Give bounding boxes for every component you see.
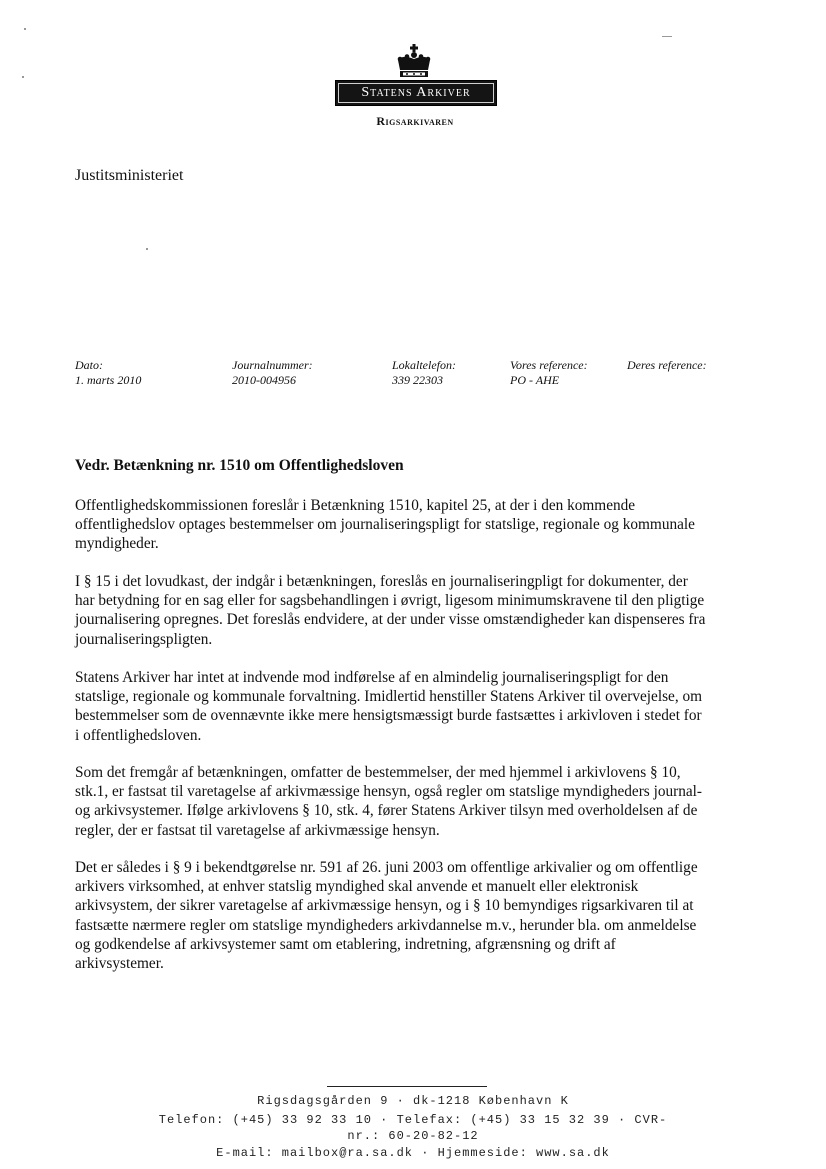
footer-contact: E-mail: mailbox@ra.sa.dk · Hjemmeside: www.sa.dk: [216, 1146, 610, 1160]
paragraph-line: Som det fremgår af betænkningen, omfatter de bestemmelser, der med hjemmel i arkivlovens § 10,: [75, 764, 681, 781]
phone-label: Lokaltelefon:: [392, 358, 456, 372]
paragraph-2: [75, 572, 775, 649]
your-ref-label: Deres reference:: [627, 358, 707, 372]
journal-label: Journalnummer:: [232, 358, 313, 372]
paragraph-5: [75, 858, 775, 973]
paragraph-line: Statens Arkiver har intet at indvende mod indførelse af en almindelig journaliseringspligt for den: [75, 669, 669, 686]
journal-value: 2010-004956: [232, 373, 296, 387]
footer-divider: [327, 1086, 487, 1087]
phone-value: 339 22303: [392, 373, 443, 387]
logo-box: [335, 80, 497, 106]
footer-cvr: nr.: 60-20-82-12: [347, 1129, 479, 1143]
paragraph-line: statslige, regionale og kommunale forvaltning. Imidlertid henstiller Statens Arkiver til overvejelse, om: [75, 688, 703, 706]
paragraph-line: Offentlighedskommissionen foreslår i Betænkning 1510, kapitel 25, at der i den kommende: [75, 497, 636, 514]
paragraph-line: stk.1, er fastsat til varetagelse af arkivmæssige hensyn, også regler om statslige myndigheders journal-: [75, 783, 703, 801]
crown-icon: [395, 44, 433, 80]
org-name: Statens Arkiver: [361, 85, 471, 100]
recipient: Justitsministeriet: [75, 167, 184, 184]
date-label: Dato:: [75, 358, 103, 372]
paragraph-1: [75, 496, 775, 554]
paragraph-line: og arkivsystemer. Ifølge arkivlovens § 10, stk. 4, fører Statens Arkiver tilsyn med overholdelsen af de: [75, 802, 698, 820]
meta-our-ref: [510, 358, 588, 388]
paragraph-line: i offentlighedsloven.: [75, 726, 202, 744]
paragraph-line: myndigheder.: [75, 535, 159, 553]
meta-journal: [232, 358, 313, 388]
scan-mark: [662, 36, 672, 37]
paragraph-3: [75, 668, 775, 745]
paragraph-line: journalisering opregnes. Det foreslås endvidere, at der under visse omstændigheder kan dispenseres fra: [75, 611, 706, 629]
footer-address: Rigsdagsgården 9 · dk-1218 København K: [257, 1094, 569, 1108]
scan-speck: [24, 28, 26, 30]
paragraph-line: arkivsystem, der sikrer varetagelse af arkivmæssige hensyn, og i § 10 bemyndiges rigsarkivaren til at: [75, 897, 694, 915]
paragraph-line: og godkendelse af arkivsystemer samt om etablering, indretning, afgrænsning og drift af: [75, 935, 616, 953]
meta-phone: [392, 358, 456, 388]
footer-phone: Telefon: (+45) 33 92 33 10 · Telefax: (+45) 33 15 32 39 · CVR-: [158, 1113, 668, 1127]
paragraph-line: journaliseringspligten.: [75, 630, 213, 648]
paragraph-line: offentlighedslov optages bestemmelser om journaliseringspligt for statslige, regionale og kommunale: [75, 516, 695, 534]
subject-heading: Vedr. Betænkning nr. 1510 om Offentlighedsloven: [75, 457, 404, 474]
scan-speck: [146, 248, 148, 250]
paragraph-4: [75, 763, 775, 840]
paragraph-line: arkivers virksomhed, at enhver statslig myndighed skal anvende et manuelt eller elektronisk: [75, 878, 639, 896]
paragraph-line: regler, der er fastsat til varetagelse af arkivmæssige hensyn.: [75, 821, 440, 839]
paragraph-line: har betydning for en sag eller for sagsbehandlingen i øvrigt, ligesom minimumskravene til den pligtige: [75, 592, 705, 610]
date-value: 1. marts 2010: [75, 373, 142, 387]
meta-date: [75, 358, 141, 388]
paragraph-line: bestemmelser som de ovennævnte ikke mere hensigtsmæssigt burde fastsættes i arkivloven i stedet for: [75, 707, 702, 725]
paragraph-line: I § 15 i det lovudkast, der indgår i betænkningen, foreslås en journaliseringpligt for dokumenter, der: [75, 573, 688, 590]
scan-speck: [22, 76, 24, 78]
meta-your-ref: [627, 358, 707, 373]
paragraph-line: arkivsystemer.: [75, 955, 164, 973]
our-ref-value: PO - AHE: [510, 373, 560, 387]
our-ref-label: Vores reference:: [510, 358, 588, 372]
paragraph-line: Det er således i § 9 i bekendtgørelse nr. 591 af 26. juni 2003 om offentlige arkivalier og om offentlige: [75, 859, 698, 876]
paragraph-line: fastsætte nærmere regler om statslige myndigheders arkivdannelse m.v., herunder bla. om anmeldelse: [75, 916, 697, 934]
division-name: Rigsarkivaren: [376, 114, 454, 128]
